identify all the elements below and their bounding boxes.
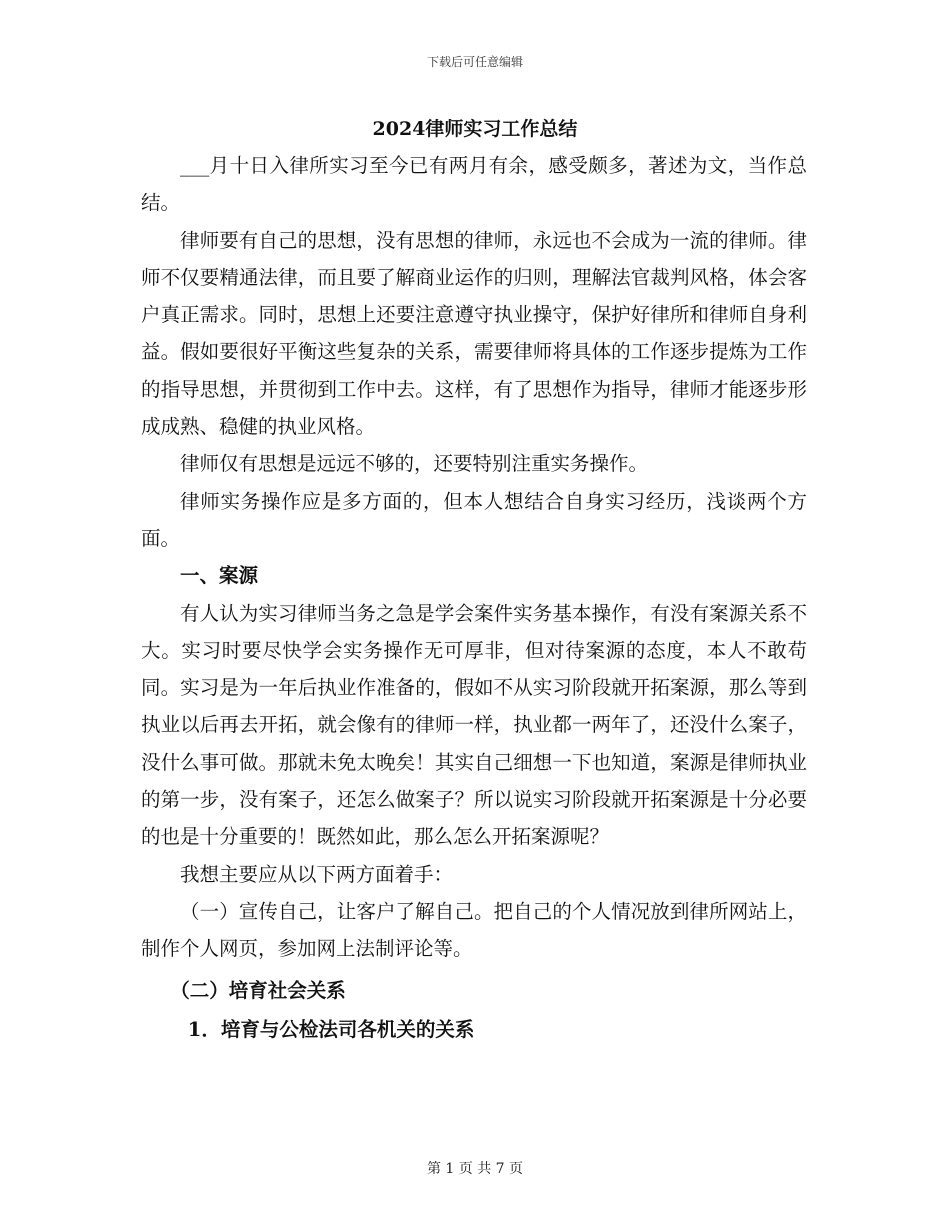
subsection-heading-social-relations: （二）培育社会关系 xyxy=(170,978,346,1002)
numbered-heading-agencies: 1．培育与公检法司各机关的关系 xyxy=(187,1017,475,1041)
page-number-footer: 第 1 页 共 7 页 xyxy=(426,1161,524,1177)
paragraph-practice: 律师仅有思想是远远不够的，还要特别注重实务操作。 xyxy=(180,452,649,476)
document-body xyxy=(141,147,807,1048)
paragraph-intro: ___月十日入律所实习至今已有两月有余，感受颇多，著述为文，当作总结。 xyxy=(141,154,807,215)
document-title: 2024律师实习工作总结 xyxy=(372,118,578,140)
paragraph-promote-self: （一）宣传自己，让客户了解自己。把自己的个人情况放到律所网站上，制作个人网页，参加网上法制评论等。 xyxy=(141,899,807,961)
paragraph-thinking: 律师要有自己的思想，没有思想的律师，永远也不会成为一流的律师。律师不仅要精通法律，而且要了解商业运作的归则，理解法官裁判风格，体会客户真正需求。同时，思想上还要注意遵守执业操守，保护好律所和律师自身利益。假如要很好平衡这些复杂的关系，需要律师将具体的工作逐步提炼为工作的指导思想，并贯彻到工作中去。这样，有了思想作为指导，律师才能逐步形成成熟、稳健的执业风格。 xyxy=(141,228,807,439)
paragraph-case-source: 有人认为实习律师当务之急是学会案件实务基本操作，有没有案源关系不大。实习时要尽快学会实务操作无可厚非，但对待案源的态度，本人不敢苟同。实习是为一年后执业作准备的，假如不从实习阶段就开拓案源，那么等到执业以后再去开拓，就会像有的律师一样，执业都一两年了，还没什么案子，没什么事可做。那就未免太晚矣！其实自己细想一下也知道，案源是律师执业的第一步，没有案子，还怎么做案子？所以说实习阶段就开拓案源是十分必要的也是十分重要的！既然如此，那么怎么开拓案源呢？ xyxy=(141,601,807,849)
page-header-note: 下载后可任意编辑 xyxy=(426,55,523,69)
section-heading-case-source: 一、案源 xyxy=(180,564,259,588)
paragraph-aspects: 律师实务操作应是多方面的，但本人想结合自身实习经历，浅谈两个方面。 xyxy=(141,489,807,550)
paragraph-approach: 我想主要应从以下两方面着手： xyxy=(180,862,454,886)
